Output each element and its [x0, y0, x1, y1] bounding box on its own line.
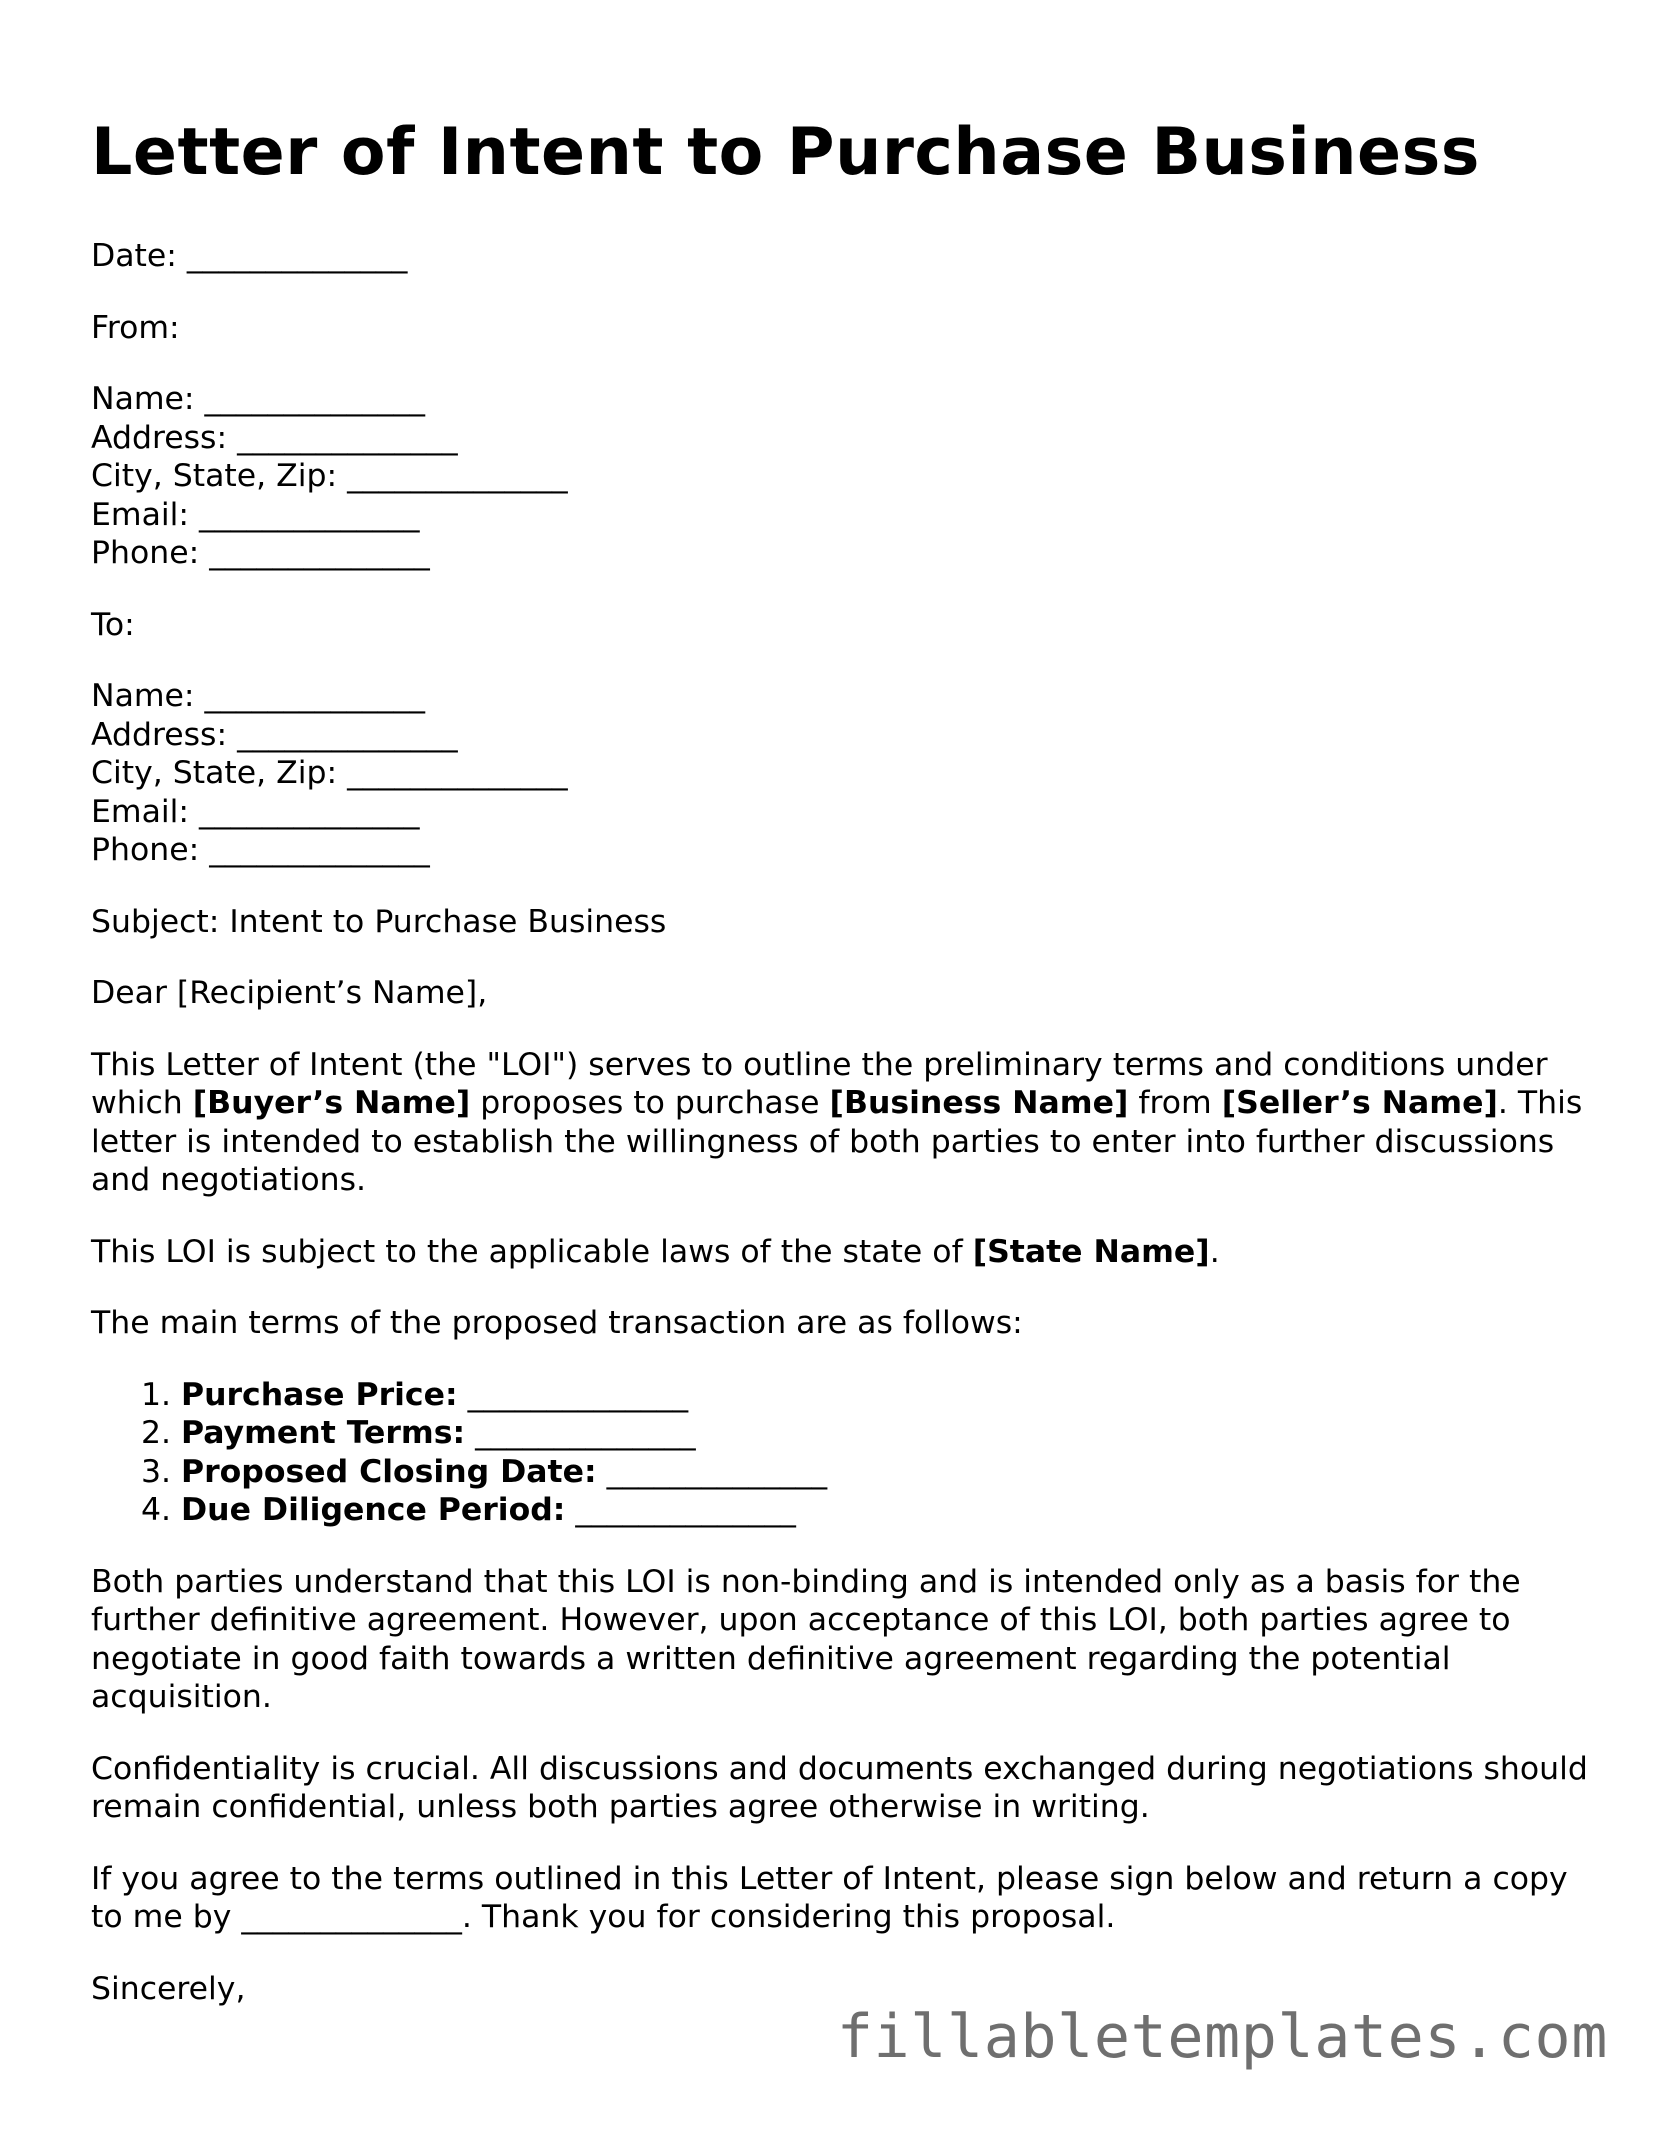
- term-item: [91, 1414, 1591, 1453]
- buyer-name-placeholder: [Buyer’s Name]: [192, 1085, 471, 1121]
- to-phone-field: Phone: ______________: [91, 832, 430, 868]
- salutation: Dear [Recipient’s Name],: [91, 975, 488, 1011]
- business-name-placeholder: [Business Name]: [829, 1085, 1129, 1121]
- document-title: Letter of Intent to Purchase Business: [91, 115, 1480, 190]
- state-name-placeholder: [State Name]: [972, 1233, 1210, 1270]
- from-address-block: [91, 380, 1591, 573]
- from-heading: From:: [91, 309, 180, 346]
- term-number: 1.: [140, 1376, 171, 1413]
- closing-paragraph: If you agree to the terms outlined in this Letter of Intent, please sign below and return a copy to me by ______________. Thank you for considering this proposal.: [91, 1860, 1568, 1935]
- term-label: Payment Terms:: [181, 1415, 466, 1451]
- to-address-field: Address: ______________: [91, 716, 458, 753]
- term-number: 4.: [140, 1492, 171, 1528]
- date-field: Date: ______________: [91, 238, 408, 274]
- term-blank: ______________: [465, 1415, 696, 1451]
- term-item: [91, 1453, 1591, 1492]
- signoff: Sincerely,: [91, 1970, 246, 2007]
- term-blank: ______________: [565, 1492, 796, 1528]
- term-label: Purchase Price:: [181, 1376, 458, 1413]
- intro-text-2: proposes to purchase: [470, 1085, 830, 1121]
- terms-intro: The main terms of the proposed transaction are as follows:: [91, 1305, 1023, 1341]
- term-label: Proposed Closing Date:: [181, 1453, 597, 1490]
- to-address-block: [91, 677, 1591, 870]
- term-blank: ______________: [596, 1453, 828, 1490]
- intro-text-1: This Letter of Intent (the "LOI") serves to outline the preliminary terms and conditions under which: [91, 1046, 1548, 1121]
- term-item: [91, 1491, 1591, 1530]
- intro-text-4: . This letter is intended to establish the willingness of both parties to enter into further discussions and negotiations.: [91, 1085, 1583, 1198]
- terms-list: [91, 1376, 1591, 1530]
- nonbinding-paragraph: Both parties understand that this LOI is non-binding and is intended only as a basis for the further definitive agreement. However, upon acceptance of this LOI, both parties agree to negotiate in good faith towards a written definitive agreement regarding the potential acquisition.: [91, 1563, 1521, 1715]
- from-address-field: Address: ______________: [91, 419, 458, 456]
- to-name-field: Name: ______________: [91, 678, 426, 714]
- from-phone-field: Phone: ______________: [91, 535, 430, 571]
- from-city-state-zip-field: City, State, Zip: ______________: [91, 458, 568, 494]
- seller-name-placeholder: [Seller’s Name]: [1221, 1085, 1498, 1121]
- confidentiality-paragraph: Confidentiality is crucial. All discussions and documents exchanged during negotiations should remain confidential, unless both parties agree otherwise in writing.: [91, 1750, 1588, 1825]
- governing-law-paragraph: [91, 1233, 1591, 1272]
- law-text-2: .: [1209, 1233, 1220, 1270]
- term-number: 3.: [140, 1453, 171, 1490]
- from-email-field: Email: ______________: [91, 496, 420, 533]
- from-name-field: Name: ______________: [91, 381, 426, 417]
- site-watermark: fillabletemplates.com: [836, 2002, 1608, 2072]
- intro-paragraph: [91, 1046, 1591, 1200]
- letter-page: [91, 110, 1591, 2008]
- term-number: 2.: [140, 1415, 171, 1451]
- term-blank: ______________: [457, 1376, 689, 1413]
- subject-line: Subject: Intent to Purchase Business: [91, 903, 667, 940]
- law-text-1: This LOI is subject to the applicable laws of the state of: [91, 1233, 973, 1270]
- to-email-field: Email: ______________: [91, 793, 420, 830]
- term-label: Due Diligence Period:: [181, 1492, 566, 1528]
- term-item: [91, 1376, 1591, 1415]
- to-heading: To:: [91, 606, 135, 643]
- intro-text-3: from: [1128, 1085, 1222, 1121]
- to-city-state-zip-field: City, State, Zip: ______________: [91, 755, 568, 791]
